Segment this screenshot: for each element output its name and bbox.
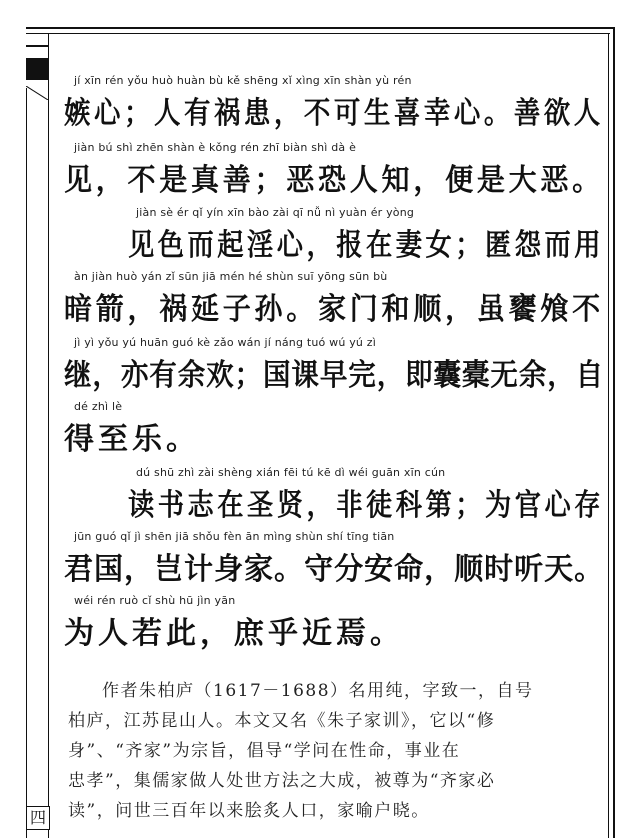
pinyin-line: jiàn sè ér qǐ yín xīn bào zài qī nǚ nì yuàn ér yòng: [136, 206, 415, 219]
left-margin-ornament: [26, 86, 48, 100]
pinyin-line: àn jiàn huò yán zǐ sūn jiā mén hé shùn suī yōng sūn bù: [74, 270, 388, 283]
frame-top-inner-rule: [26, 33, 610, 34]
left-rail-rule: [26, 88, 27, 838]
frame-right-rule: [613, 27, 615, 838]
left-margin-bar: [26, 45, 48, 47]
pinyin-line: jiàn bú shì zhēn shàn è kǒng rén zhī biàn shì dà è: [74, 141, 357, 154]
hanzi-line: 君国，岂计身家。守分安命，顺时听天。: [64, 552, 605, 587]
hanzi-line: 继，亦有余欢；国课早完，即囊橐无余，自: [64, 358, 605, 393]
hanzi-line: 为人若此，庶乎近焉。: [64, 616, 404, 651]
author-note-line: 柏庐，江苏昆山人。本文又名《朱子家训》，它以“修: [68, 711, 496, 731]
author-note-line: 作者朱柏庐（1617－1688）名用纯，字致一，自号: [102, 681, 534, 701]
hanzi-line: 读书志在圣贤，非徒科第；为官心存: [128, 488, 604, 523]
frame-top-rule: [26, 27, 614, 29]
pinyin-line: jí xīn rén yǒu huò huàn bù kě shēng xǐ xìng xīn shàn yù rén: [74, 74, 412, 87]
pinyin-line: dú shū zhì zài shèng xián fēi tú kē dì wéi guān xīn cún: [136, 466, 446, 479]
left-margin-block: [26, 58, 48, 80]
pinyin-line: jūn guó qǐ jì shēn jiā shǒu fèn ān mìng shùn shí tīng tiān: [74, 530, 395, 543]
pinyin-line: wéi rén ruò cǐ shù hū jìn yān: [74, 594, 236, 607]
author-note-line: 身”、“齐家”为宗旨，倡导“学问在性命，事业在: [68, 741, 461, 761]
hanzi-line: 见，不是真善；恶恐人知，便是大恶。: [64, 163, 604, 198]
page-number: 四: [26, 806, 50, 830]
author-note-line: 读”，问世三百年以来脍炙人口，家喻户晓。: [68, 801, 430, 821]
pinyin-line: dé zhì lè: [74, 400, 123, 413]
hanzi-line: 见色而起淫心，报在妻女；匿怨而用: [128, 228, 604, 263]
pinyin-line: jì yì yǒu yú huān guó kè zǎo wán jí náng tuó wú yú zì: [74, 336, 377, 349]
author-note-line: 忠孝”，集儒家做人处世方法之大成，被尊为“齐家必: [68, 771, 496, 791]
hanzi-line: 嫉心；人有祸患，不可生喜幸心。善欲人: [64, 96, 604, 131]
frame-right-inner-rule: [608, 33, 609, 838]
hanzi-line: 暗箭，祸延子孙。家门和顺，虽饔飧不: [64, 292, 604, 327]
hanzi-line: 得至乐。: [64, 422, 200, 457]
left-margin-rule: [48, 33, 49, 838]
author-note: [68, 676, 600, 826]
